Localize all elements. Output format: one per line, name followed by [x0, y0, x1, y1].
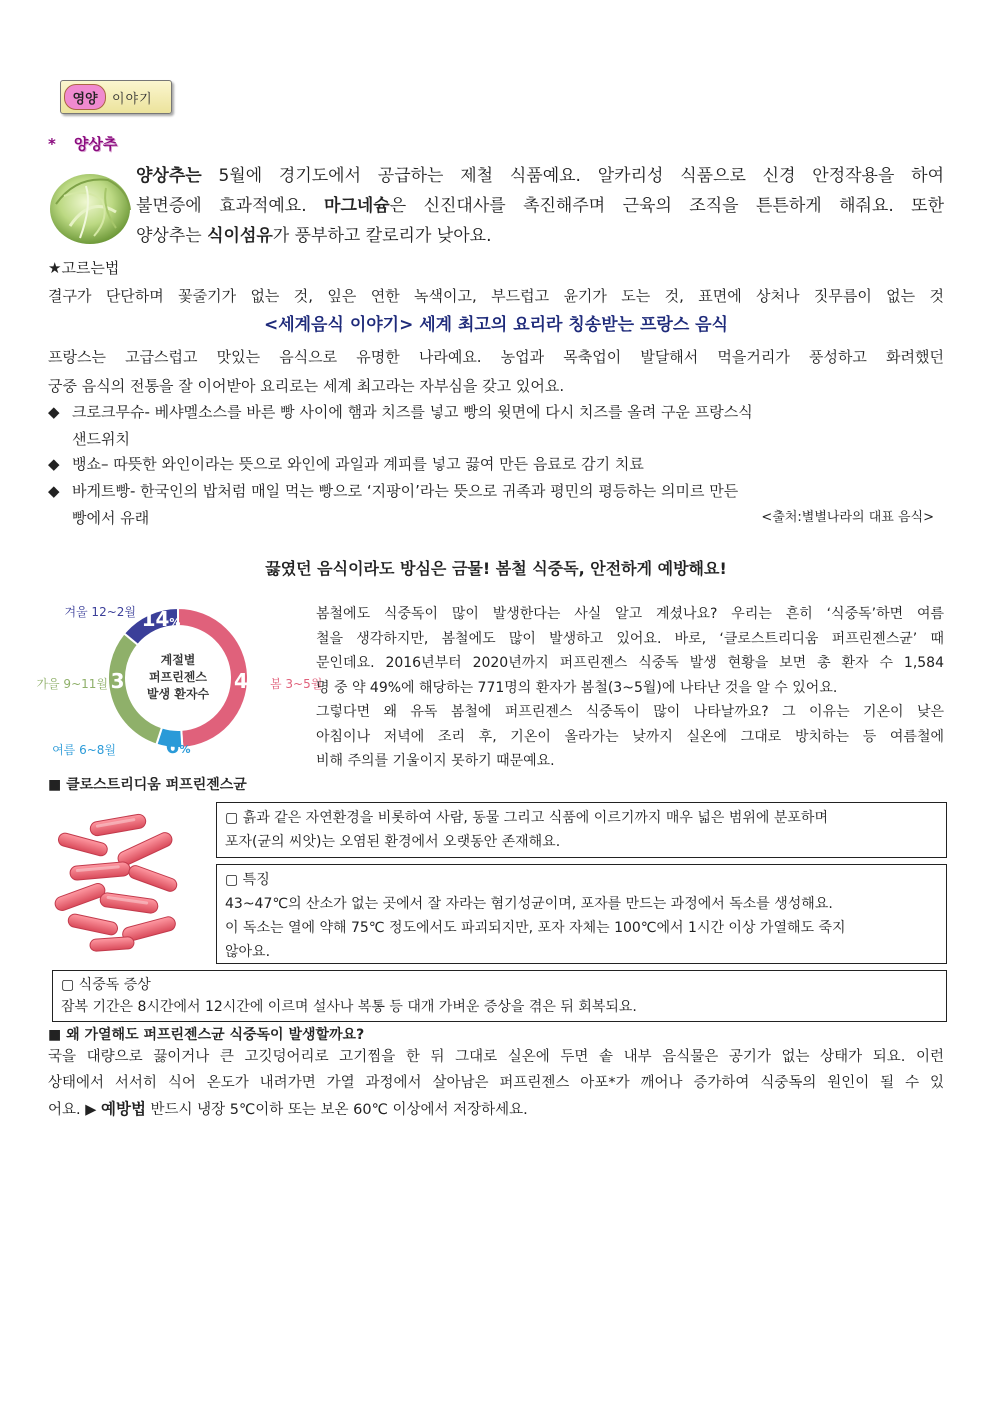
- why-line: 어요. ▶ 예방법 반드시 냉장 5℃이하 또는 보온 60℃ 이상에서 저장하세요.: [48, 1100, 528, 1118]
- box-line: ▢ 흙과 같은 자연환경을 비롯하여 사람, 동물 그리고 식품에 이르기까지 매우 넓은 범위에 분포하며: [225, 810, 828, 826]
- section-tag-label: 이야기: [112, 91, 153, 107]
- section-tag-badge: 영양: [64, 84, 106, 110]
- world-food-title: <세계음식 이야기> 세계 최고의 요리라 칭송받는 프랑스 음식: [263, 315, 729, 335]
- intro-line: 궁중 음식의 전통을 잘 이어받아 요리로는 세계 최고라는 자부심을 갖고 있어요.: [48, 377, 565, 395]
- paragraph-line: 봄철에도 식중독이 많이 발생한다는 사실 알고 계셨나요? 우리는 흔히 ‘식중독’하면 여름: [316, 606, 944, 622]
- why-section-label: ■ 왜 가열해도 퍼프린젠스균 식중독이 발생할까요?: [48, 1027, 365, 1043]
- how-to-choose-title: ★고르는법: [48, 259, 120, 277]
- food-poisoning-title: 끓였던 음식이라도 방심은 금물! 봄철 식중독, 안전하게 예방해요!: [265, 559, 727, 578]
- box-line: 포자(균의 씨앗)는 오염된 환경에서 오랫동안 존재해요.: [225, 834, 561, 850]
- france-intro: [48, 343, 944, 401]
- lettuce-title: 양상추: [73, 135, 118, 153]
- box-line: 않아요.: [225, 944, 271, 960]
- paragraph-line: 그렇다면 왜 유독 봄철에 퍼프린젠스 식중독이 많이 나타날까요? 그 이유는 기온이 낮은: [316, 704, 944, 720]
- donut-center-title: 발생 환자수: [146, 687, 210, 701]
- paragraph-line: 철을 생각하지만, 봄철에도 많이 발생하고 있어요. 바로, ‘클로스트리디움 퍼프린젠스균’ 때: [316, 630, 944, 647]
- slice-percent-label: 31%: [110, 669, 150, 693]
- bacteria-image: [50, 812, 186, 954]
- lettuce-line: 양상추는 식이섬유가 풍부하고 칼로리가 낮아요.: [136, 226, 492, 246]
- food-item-baguette: ◆ 바게트빵- 한국인의 밥처럼 매일 먹는 빵으로 ‘지팡이’라는 뜻으로 귀족과 평민의 평등하는 의미르 만든 빵에서 유래: [48, 478, 944, 532]
- lettuce-line: 양상추는 5월에 경기도에서 공급하는 제철 식품예요. 알카리성 식품으로 신경 안정작용을 하여: [136, 166, 944, 186]
- donut-center-title: 퍼프린젠스: [149, 670, 207, 684]
- slice-percent-label: 14%: [141, 607, 181, 631]
- diamond-icon: ◆: [48, 455, 60, 473]
- symptoms-box: [52, 970, 947, 1022]
- slice-season-label: 여름 6~8월: [52, 743, 116, 757]
- food-item-vinchaud: ◆ 뱅쇼– 따뜻한 와인이라는 뜻으로 와인에 과일과 계피를 넣고 끓여 만든 음료로 감기 치료: [48, 451, 944, 478]
- paragraph-line: 문인데요. 2016년부터 2020년까지 퍼프린젠스 식중독 발생 현황을 보면 총 환자 수 1,584: [316, 655, 944, 671]
- slice-percent-label: 49%: [234, 669, 273, 693]
- star-marker: *: [48, 135, 56, 153]
- features-box: [216, 864, 947, 964]
- lettuce-heading: [48, 133, 117, 154]
- how-to-choose-text: 결구가 단단하며 꽃줄기가 없는 것, 잎은 연한 녹색이고, 부드럽고 윤기가 도는 것, 표면에 상처나 짓무름이 없는 것: [48, 287, 944, 305]
- box-heading: ▢ 식중독 증상: [61, 977, 151, 993]
- paragraph-line: 명 중 약 49%에 해당하는 771명의 환자가 봄철(3~5월)에 나타난 것을 알 수 있어요.: [316, 679, 838, 696]
- slice-season-label: 겨울 12~2월: [64, 605, 136, 619]
- why-paragraph: [48, 1044, 944, 1123]
- prevention-label: 예방법: [101, 1100, 146, 1118]
- lettuce-image: [46, 166, 134, 248]
- season-donut-chart: [36, 596, 323, 760]
- why-line: 상태에서 서서히 식어 온도가 내려가면 가열 과정에서 살아남은 퍼프린젠스 아포*가 깨어나 증가하여 식중독의 원인이 될 수 있: [48, 1075, 944, 1091]
- food-item-croque: ◆ 크로크무슈- 베샤멜소스를 바른 빵 사이에 햄과 치즈를 넣고 빵의 윗면에 다시 치즈를 올려 구운 프랑스식 샌드위치: [48, 399, 944, 453]
- paragraph-line: 비해 주의를 기울이지 못하기 때문예요.: [316, 753, 555, 769]
- diamond-icon: ◆: [48, 403, 60, 421]
- box-line: 이 독소는 열에 약해 75℃ 정도에서도 파괴되지만, 포자 자체는 100℃에서 1시간 이상 가열해도 죽지: [225, 920, 846, 936]
- lettuce-description: [136, 161, 944, 251]
- source-note: <출처:별별나라의 대표 음식>: [761, 510, 934, 525]
- box-line: 43~47℃의 산소가 없는 곳에서 잘 자라는 혐기성균이며, 포자를 만드는 과정에서 독소를 생성해요.: [225, 896, 833, 912]
- box-heading: ▢ 특징: [225, 872, 270, 888]
- section-tag: [60, 80, 172, 114]
- slice-season-label: 봄 3~5월: [270, 677, 323, 691]
- habitat-box: [216, 802, 947, 858]
- donut-center-title: 계절별: [160, 653, 196, 667]
- paragraph-line: 아침이나 저녁에 조리 후, 기온이 올라가는 낮까지 실온에 그대로 방치하는 등 여름철에: [316, 728, 944, 745]
- intro-line: 프랑스는 고급스럽고 맛있는 음식으로 유명한 나라예요. 농업과 목축업이 발달해서 먹을거리가 풍성하고 화려했던: [48, 348, 944, 366]
- why-line: 국을 대량으로 끓이거나 큰 고깃덩어리로 고기찜을 한 뒤 그대로 실온에 두면 솥 내부 음식물은 공기가 없는 상태가 되요. 이런: [48, 1049, 944, 1065]
- slice-season-label: 가을 9~11월: [36, 677, 108, 691]
- bacteria-section-label: ■ 클로스트리디움 퍼프린젠스균: [48, 777, 247, 793]
- diamond-icon: ◆: [48, 482, 60, 500]
- food-poisoning-paragraph: [316, 602, 944, 774]
- slice-percent-label: 6%: [165, 734, 191, 758]
- box-line: 잠복 기간은 8시간에서 12시간에 이르며 설사나 복통 등 대개 가벼운 증상을 겪은 뒤 회복되요.: [61, 999, 637, 1015]
- lettuce-line: 불면증에 효과적예요. 마그네슘은 신진대사를 촉진해주며 근육의 조직을 튼튼하게 해줘요. 또한: [136, 196, 944, 216]
